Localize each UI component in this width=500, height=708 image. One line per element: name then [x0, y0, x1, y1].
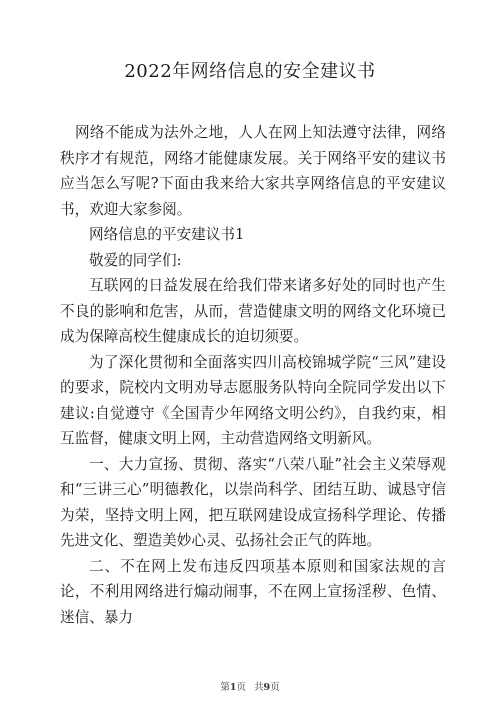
current-page-number: 1 — [229, 682, 237, 693]
section-heading: 网络信息的平安建议书1 — [89, 226, 245, 243]
salutation: 敬爱的同学们: — [89, 251, 182, 269]
total-page-number: 9 — [263, 682, 271, 693]
page-footer — [0, 682, 500, 694]
body-paragraph: 互联网的日益发展在给我们带来诸多好处的同时也产生不良的影响和危害，从而，营造健康文明的网络文化环境已成为保障高校生健康成长的迫切须要。 — [60, 277, 446, 345]
body-paragraph: 一、大力宣扬、贯彻、落实“八荣八耻”社会主义荣辱观和“三讲三心”明德教化，以崇尚科学、团结互助、诚恳守信为荣，坚持文明上网，把互联网建设成宣扬科学理论、传播先进文化、塑造美妙心灵、弘扬社会正气的阵地。 — [60, 455, 446, 549]
intro-paragraph: 网络不能成为法外之地，人人在网上知法遵守法律，网络秩序才有规范，网络才能健康发展。关于网络平安的建议书应当怎么写呢?下面由我来给大家共享网络信息的平安建议书，欢迎大家参阅。 — [60, 124, 446, 218]
document-title: 2022年网络信息的安全建议书 — [124, 61, 376, 82]
total-prefix: 共 — [254, 682, 264, 693]
body-paragraph: 二、不在网上发布违反四项基本原则和国家法规的言论，不利用网络进行煽动闹事，不在网上宣扬淫秽、色情、迷信、暴力 — [60, 557, 446, 626]
page-prefix: 第 — [220, 682, 230, 693]
body-paragraph: 为了深化贯彻和全面落实四川高校锦城学院“三风”建设的要求，院校内文明劝导志愿服务队特向全院同学发出以下建议:自觉遵守《全国青少年网络文明公约》，自我约束，相互监督，健康文明上网，主动营造网络文明新风。 — [60, 353, 446, 447]
page-suffix: 页 — [236, 682, 246, 693]
total-suffix: 页 — [270, 682, 280, 693]
document-body — [60, 120, 446, 630]
